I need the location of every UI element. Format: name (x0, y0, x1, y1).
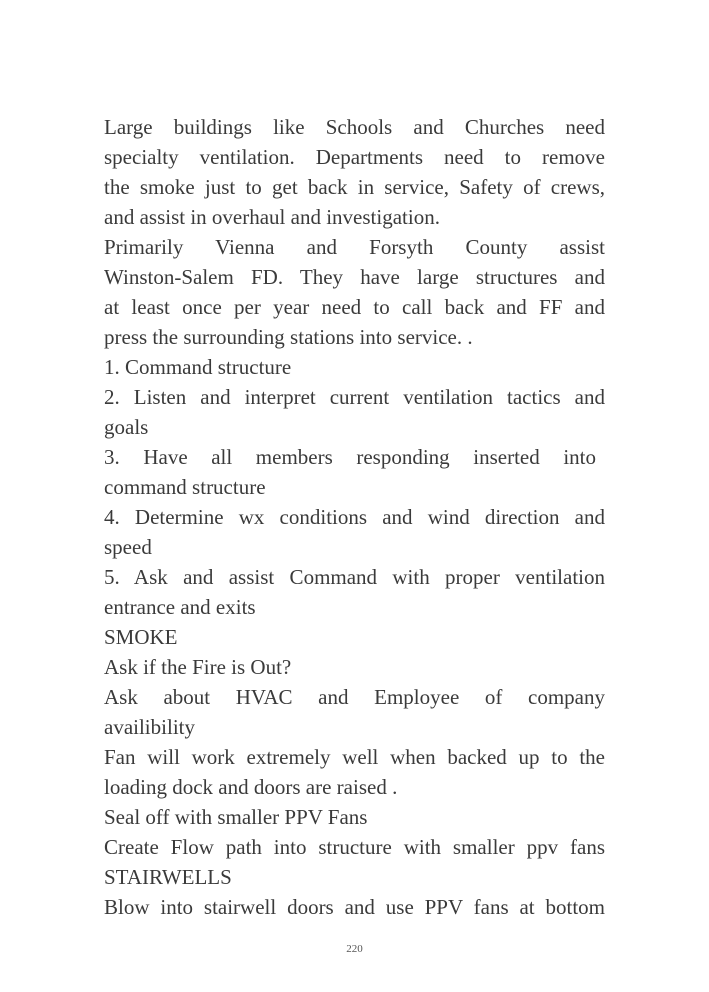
text-line: and assist in overhaul and investigation. (104, 205, 440, 229)
text-line: specialty ventilation. Departments need to remove (104, 145, 605, 169)
list-item: 3. Have all members responding inserted into (104, 445, 596, 469)
list-item: 5. Ask and assist Command with proper ventilation (104, 565, 605, 589)
body-text (104, 112, 605, 922)
text-line: loading dock and doors are raised . (104, 775, 398, 799)
text-line: Winston-Salem FD. They have large structures and (104, 265, 605, 289)
text-line: the smoke just to get back in service, Safety of crews, (104, 175, 605, 199)
text-line: at least once per year need to call back and FF and (104, 295, 605, 319)
list-item-continuation: command structure (104, 475, 266, 499)
section-heading-smoke: SMOKE (104, 625, 178, 649)
list-item-continuation: entrance and exits (104, 595, 256, 619)
text-line: Large buildings like Schools and Churches need (104, 115, 605, 139)
text-line: Ask about HVAC and Employee of company (104, 685, 605, 709)
text-line: Primarily Vienna and Forsyth County assist (104, 235, 605, 259)
text-line: Ask if the Fire is Out? (104, 655, 292, 679)
list-item: 2. Listen and interpret current ventilation tactics and (104, 385, 605, 409)
list-item-continuation: goals (104, 415, 149, 439)
section-heading-stairwells: STAIRWELLS (104, 865, 232, 889)
text-line: Blow into stairwell doors and use PPV fans at bottom (104, 895, 605, 919)
text-line: availibility (104, 715, 195, 739)
page-number: 220 (346, 943, 363, 955)
text-line: Fan will work extremely well when backed up to the (104, 745, 605, 769)
list-item: 4. Determine wx conditions and wind direction and (104, 505, 605, 529)
list-item: 1. Command structure (104, 355, 292, 379)
text-line: press the surrounding stations into service. . (104, 325, 473, 349)
text-line: Seal off with smaller PPV Fans (104, 805, 368, 829)
list-item-continuation: speed (104, 535, 152, 559)
text-line: Create Flow path into structure with smaller ppv fans (104, 835, 605, 859)
